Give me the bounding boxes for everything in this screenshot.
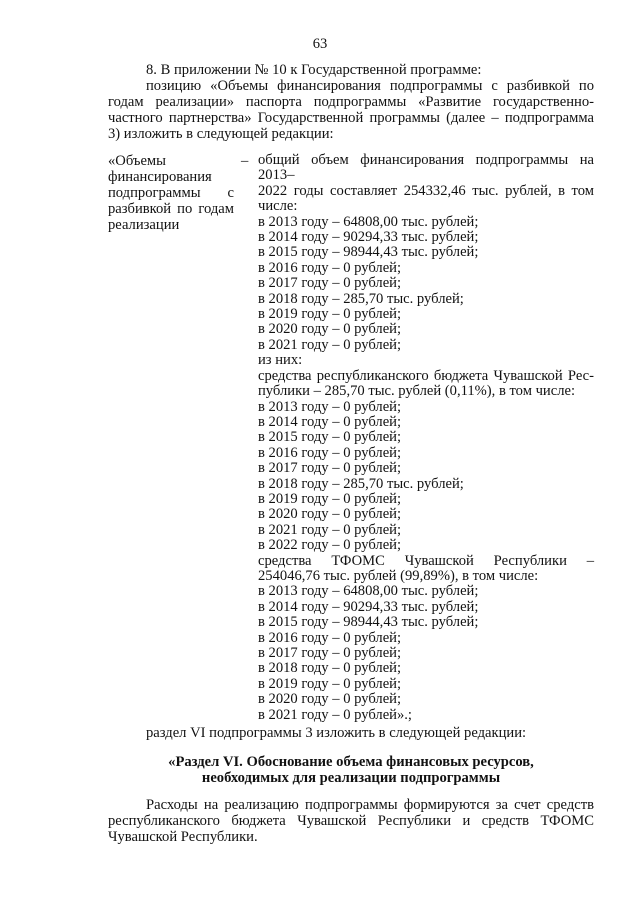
table-line: в 2019 году – 0 рублей;: [258, 306, 402, 323]
table-line: из них:: [258, 352, 303, 369]
table-line: средства ТФОМС Чувашской Республики –: [258, 552, 594, 569]
table-line: в 2015 году – 98944,43 тыс. рублей;: [258, 244, 479, 261]
table-line: в 2018 году – 285,70 тыс. рублей;: [258, 290, 464, 307]
table-line: в 2019 году – 0 рублей;: [258, 490, 402, 507]
table-line: общий объем финансирования подпрограммы на 2013–: [258, 152, 594, 184]
table-left-label: «Объемы финансирования подпрограммы с разбивкой по годам реализации: [108, 153, 234, 233]
table-line: 2022 годы составляет 254332,46 тыс. рублей, в том: [258, 182, 594, 199]
table-line: в 2013 году – 64808,00 тыс. рублей;: [258, 583, 479, 600]
table-line: 254046,76 тыс. рублей (99,89%), в том числе:: [258, 567, 539, 584]
table-line: в 2015 году – 98944,43 тыс. рублей;: [258, 614, 479, 631]
table-line: в 2021 году – 0 рублей;: [258, 336, 402, 353]
table-line: в 2021 году – 0 рублей;: [258, 521, 402, 538]
table-line: в 2017 году – 0 рублей;: [258, 275, 402, 292]
table-line: в 2017 году – 0 рублей;: [258, 645, 402, 661]
table-line: в 2017 году – 0 рублей;: [258, 460, 402, 477]
table-line: в 2015 году – 0 рублей;: [258, 429, 402, 446]
table-line: в 2019 году – 0 рублей;: [258, 675, 402, 692]
table-dash: –: [241, 153, 249, 169]
table-line: в 2014 году – 90294,33 тыс. рублей;: [258, 598, 479, 615]
table-line: публики – 285,70 тыс. рублей (0,11%), в том числе:: [258, 383, 576, 400]
table-line: средства республиканского бюджета Чувашской Рес-: [258, 367, 594, 384]
table-right-cell: [258, 153, 594, 723]
table-line: числе:: [258, 198, 298, 215]
section-heading-line: «Раздел VI. Обоснование объема финансовых ресурсов,: [168, 754, 534, 770]
table-line: в 2018 году – 0 рублей;: [258, 660, 402, 677]
table-line: в 2016 году – 0 рублей;: [258, 444, 402, 461]
section-text: Расходы на реализацию подпрограммы формируются за счет средств республиканского бюджета Чувашской Республики и средств ТФОМС Чувашской Республики.: [108, 797, 594, 845]
amendment-text: позицию «Объемы финансирования подпрограммы с разбивкой по годам реализации» паспорта подпрограммы «Развитие государственно-частного партнерства» Государственной программы (далее – подпрограмма 3) изложить в следующей редакции:: [108, 78, 594, 142]
table-line: в 2014 году – 90294,33 тыс. рублей;: [258, 229, 479, 246]
page-number: 63: [312, 36, 328, 52]
table-line: в 2016 году – 0 рублей;: [258, 259, 402, 276]
table-line: в 2014 году – 0 рублей;: [258, 413, 402, 430]
table-line: в 2020 году – 0 рублей;: [258, 506, 402, 523]
table-line: в 2020 году – 0 рублей;: [258, 691, 402, 708]
table-line: в 2022 году – 0 рублей;: [258, 537, 402, 554]
table-line: в 2020 году – 0 рублей;: [258, 321, 402, 338]
section-heading: [108, 754, 594, 786]
table-line: в 2016 году – 0 рублей;: [258, 629, 402, 646]
table-line: в 2013 году – 0 рублей;: [258, 398, 402, 415]
table-line: в 2021 году – 0 рублей».;: [258, 706, 412, 723]
section-heading-line: необходимых для реализации подпрограммы: [201, 770, 501, 786]
section-instruction: раздел VI подпрограммы 3 изложить в следующей редакции:: [146, 725, 527, 741]
table-line: в 2018 году – 285,70 тыс. рублей;: [258, 475, 464, 492]
amendment-point: 8. В приложении № 10 к Государственной программе:: [146, 62, 482, 78]
table-line: в 2013 году – 64808,00 тыс. рублей;: [258, 213, 479, 230]
